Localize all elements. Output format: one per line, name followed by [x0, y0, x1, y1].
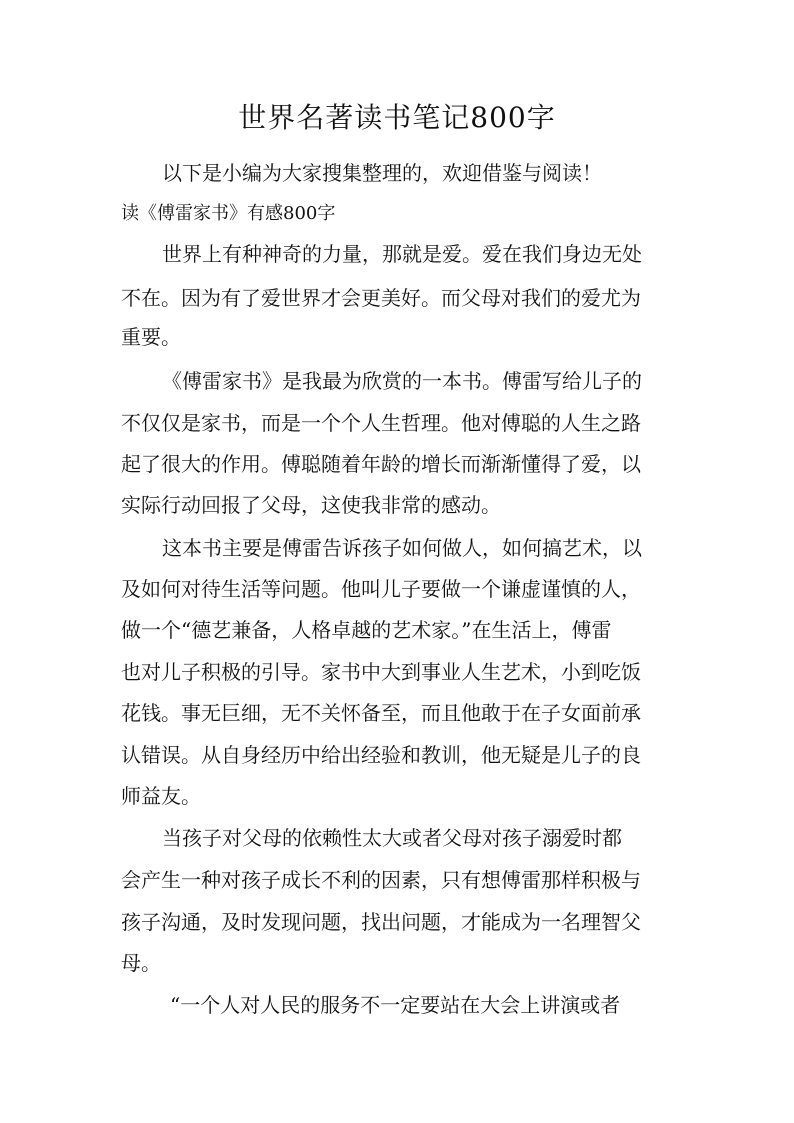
intro-line: 以下是小编为大家搜集整理的，欢迎借鉴与阅读！ — [162, 161, 602, 185]
subtitle-line: 读《傅雷家书》有感800字 — [121, 203, 336, 224]
paragraph-2-line-2: 不仅仅是家书，而是一个个人生哲理。他对傅聪的人生之路 — [121, 411, 641, 435]
paragraph-3-line-2: 及如何对待生活等问题。他叫儿子要做一个谦虚谨慎的人， — [121, 577, 641, 601]
paragraph-3-line-4: 也对儿子积极的引导。家书中大到事业人生艺术，小到吃饭 — [121, 660, 641, 684]
paragraph-4-line-3: 孩子沟通，及时发现问题，找出问题，才能成为一名理智父 — [121, 910, 641, 934]
paragraph-1-line-2: 不在。因为有了爱世界才会更美好。而父母对我们的爱尤为 — [121, 286, 641, 310]
paragraph-4-line-4: 母。 — [121, 951, 161, 975]
paragraph-2-line-4: 实际行动回报了父母，这使我非常的感动。 — [121, 493, 501, 517]
paragraph-3-line-6: 认错误。从自身经历中给出经验和教训，他无疑是儿子的良 — [121, 743, 641, 767]
paragraph-1-line-1: 世界上有种神奇的力量，那就是爱。爱在我们身边无处 — [162, 242, 642, 266]
paragraph-3-line-7: 师益友。 — [121, 784, 201, 808]
paragraph-2-line-3: 起了很大的作用。傅聪随着年龄的增长而渐渐懂得了爱，以 — [121, 452, 641, 476]
paragraph-3-line-1: 这本书主要是傅雷告诉孩子如何做人，如何搞艺术，以 — [162, 536, 642, 560]
paragraph-4-line-1: 当孩子对父母的依赖性太大或者父母对孩子溺爱时都 — [162, 826, 622, 850]
document-title: 世界名著读书笔记800字 — [238, 101, 556, 134]
paragraph-1-line-3: 重要。 — [121, 325, 181, 349]
paragraph-2-line-1: 《傅雷家书》是我最为欣赏的一本书。傅雷写给儿子的 — [162, 369, 642, 393]
paragraph-4-line-2: 会产生一种对孩子成长不利的因素，只有想傅雷那样积极与 — [121, 868, 641, 892]
paragraph-3-line-3: 做一个“德艺兼备，人格卓越的艺术家。”在生活上，傅雷 — [121, 618, 612, 642]
paragraph-5-line-1: “一个人对人民的服务不一定要站在大会上讲演或者 — [170, 993, 621, 1017]
paragraph-3-line-5: 花钱。事无巨细，无不关怀备至，而且他敢于在子女面前承 — [121, 701, 641, 725]
